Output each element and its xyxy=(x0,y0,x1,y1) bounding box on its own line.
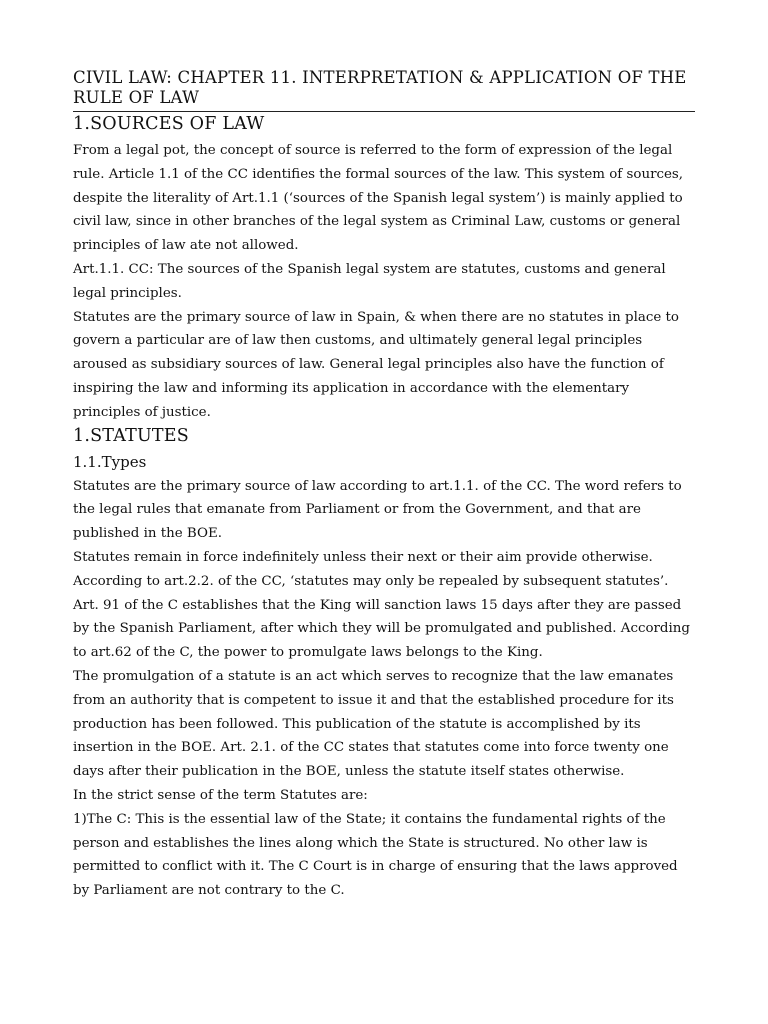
paragraph: From a legal pot, the concept of source is referred to the form of expression of the legal rule. Article 1.1 of the CC identifies the formal sources of the law. This system of sources, despite the literality of Art.1.1 (‘sources of the Spanish legal system’) is mainly applied to civil law, since in other branches of the legal system as Criminal Law, customs or general principles of law ate not allowed. xyxy=(73,143,684,254)
paragraph: The promulgation of a statute is an act which serves to recognize that the law emanates from an authority that is competent to issue it and that the established procedure for its production has been followed. This publication of the statute is accomplished by its insertion in the BOE. Art. 2.1. of the CC states that statutes come into force twenty one days after their publication in the BOE, unless the statute itself states otherwise. xyxy=(73,668,674,780)
section-heading-sources-of-law: 1.SOURCES OF LAW xyxy=(73,114,265,134)
document-page xyxy=(73,68,695,903)
paragraph: Statutes are the primary source of law in Spain, & when there are no statutes in place to govern a particular are of law then customs, and ultimately general legal principles aroused as subsidiary sources of law. General legal principles also have the function of inspiring the law and informing its application in accordance with the elementary principles of justice. xyxy=(73,309,679,420)
subsection-heading-types: 1.1.Types xyxy=(73,452,147,471)
section-heading-statutes: 1.STATUTES xyxy=(73,425,189,446)
paragraph: 1)The C: This is the essential law of the State; it contains the fundamental rights of the person and establishes the lines along which the State is structured. No other law is permitted to conflict with it. The C Court is in charge of ensuring that the laws approved by Parliament are not contrary to the C. xyxy=(73,811,678,899)
document-title: CIVIL LAW: CHAPTER 11. INTERPRETATION & APPLICATION OF THE RULE OF LAW xyxy=(73,68,695,112)
paragraph: Art.1.1. CC: The sources of the Spanish legal system are statutes, customs and general legal principles. xyxy=(73,261,666,301)
paragraph: In the strict sense of the term Statutes are: xyxy=(73,787,368,803)
paragraph: Statutes are the primary source of law according to art.1.1. of the CC. The word refers to the legal rules that emanate from Parliament or from the Government, and that are published in the BOE. xyxy=(73,478,682,542)
paragraph: Statutes remain in force indefinitely unless their next or their aim provide otherwise. According to art.2.2. of the CC, ‘statutes may only be repealed by subsequent statutes’. Art. 91 of the C establishes that the King will sanction laws 15 days after they are passed by the Spanish Parliament, after which they will be promulgated and published. According to art.62 of the C, the power to promulgate laws belongs to the King. xyxy=(73,549,690,661)
